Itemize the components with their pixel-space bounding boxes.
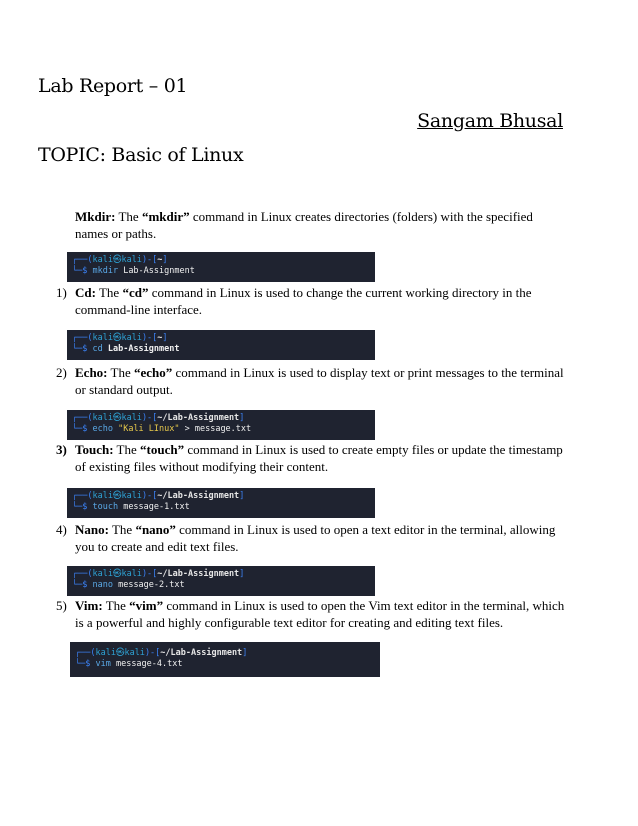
vim-description: 5) Vim: The “vim” command in Linux is used to open the Vim text editor in the terminal, which is a powerful and highly configurable text editor for creating and editing text files. xyxy=(56,598,565,630)
touch-description: 3) Touch: The “touch” command in Linux is used to create empty files or update the timestamp of existing files without modifying their content. xyxy=(56,442,563,474)
term-label: Echo: xyxy=(75,365,108,380)
term-label: Nano: xyxy=(75,522,109,537)
terminal-screenshot-nano: ┌──(kali㉿kali)-[~/Lab-Assignment] └─$ nano message-2.txt xyxy=(67,566,375,596)
item-number: 3) xyxy=(56,442,67,457)
mkdir-description: Mkdir: The “mkdir” command in Linux creates directories (folders) with the specified names or paths. xyxy=(75,209,533,241)
echo-description: 2) Echo: The “echo” command in Linux is used to display text or print messages to the terminal or standard output. xyxy=(56,365,564,397)
term-label: Touch: xyxy=(75,442,114,457)
term-label: Vim: xyxy=(75,598,103,613)
item-number: 5) xyxy=(56,598,67,613)
terminal-screenshot-mkdir: ┌──(kali㉿kali)-[~] └─$ mkdir Lab-Assignment xyxy=(67,252,375,282)
term-label: Mkdir: xyxy=(75,209,116,224)
terminal-screenshot-cd: ┌──(kali㉿kali)-[~] └─$ cd Lab-Assignment xyxy=(67,330,375,360)
cd-description: 1) Cd: The “cd” command in Linux is used to change the current working directory in the command-line interface. xyxy=(56,285,532,317)
terminal-screenshot-vim: ┌──(kali㉿kali)-[~/Lab-Assignment] └─$ vim message-4.txt xyxy=(70,642,380,677)
nano-description: 4) Nano: The “nano” command in Linux is used to open a text editor in the terminal, allowing you to create and edit text files. xyxy=(56,522,556,554)
item-number: 1) xyxy=(56,285,67,300)
author-name: Sangam Bhusal xyxy=(417,110,563,132)
terminal-screenshot-touch: ┌──(kali㉿kali)-[~/Lab-Assignment] └─$ touch message-1.txt xyxy=(67,488,375,518)
report-title: Lab Report – 01 xyxy=(38,75,188,97)
topic-heading: TOPIC: Basic of Linux xyxy=(38,144,244,166)
item-number: 4) xyxy=(56,522,67,537)
term-label: Cd: xyxy=(75,285,96,300)
item-number: 2) xyxy=(56,365,67,380)
terminal-screenshot-echo: ┌──(kali㉿kali)-[~/Lab-Assignment] └─$ echo "Kali LInux" > message.txt xyxy=(67,410,375,440)
